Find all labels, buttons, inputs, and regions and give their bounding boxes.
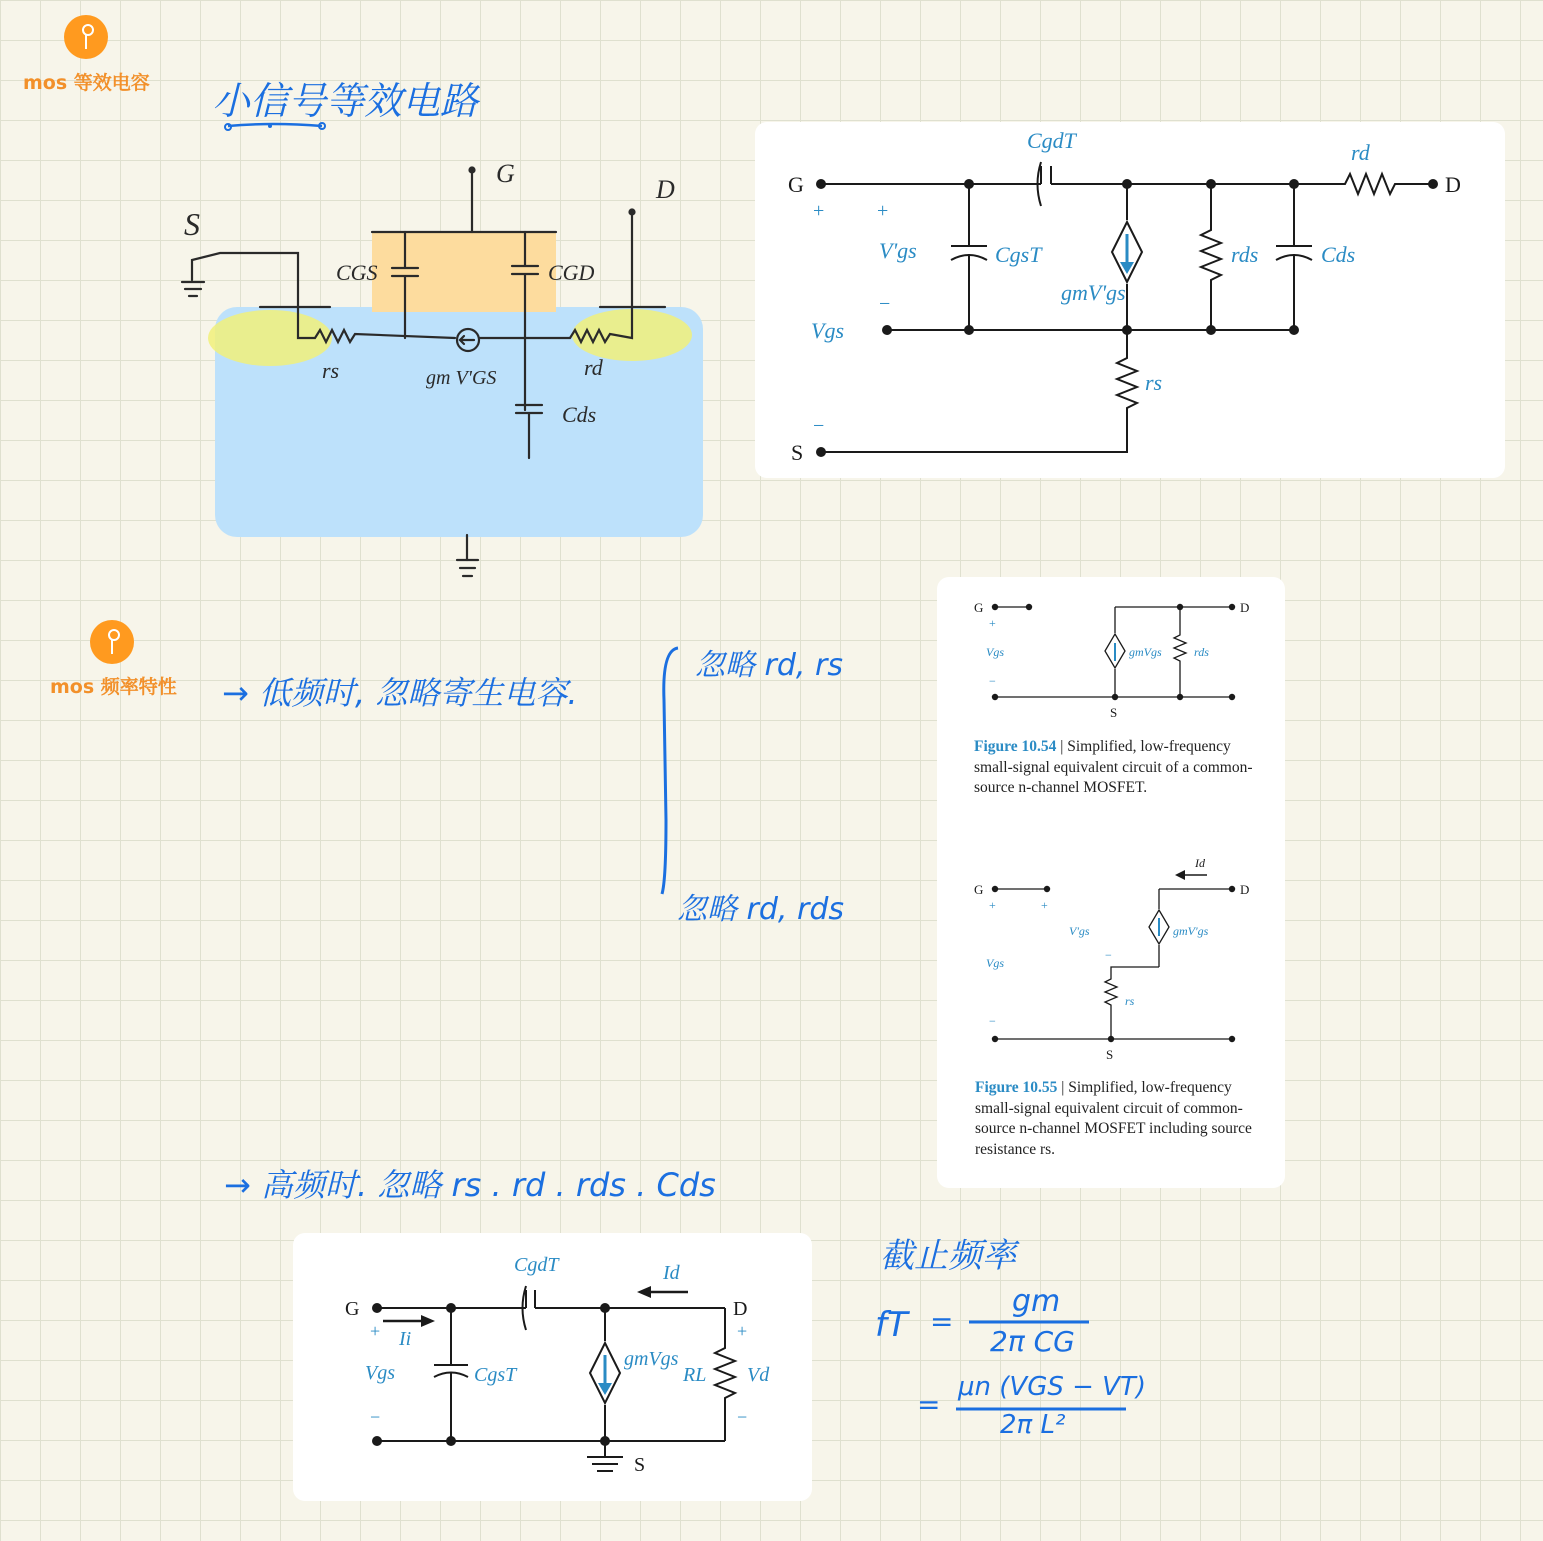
sketch-label-g: G (496, 159, 515, 188)
main-label-rd: rd (1351, 140, 1370, 165)
sketch-label-cds: Cds (562, 402, 597, 427)
main-label-g: G (788, 172, 804, 197)
fig54-label-g: G (974, 600, 984, 615)
main-plus-inner: + (877, 200, 889, 222)
sketch-label-rd: rd (584, 355, 603, 380)
figure-55-caption-text: | Simplified, low-frequency small-signal equivalent circuit of common-source n-channel MOSFET including source resistance rs. (975, 1079, 1252, 1158)
main-circuit-diagram (755, 122, 1505, 478)
formula-den-1: 2π CG (990, 1325, 1075, 1358)
formula-eq-1: = (930, 1305, 954, 1338)
figure-54-caption (974, 737, 1264, 799)
hf-label-rl: RL (683, 1364, 707, 1386)
fig55-label-gm: gmV'gs (1173, 924, 1209, 938)
main-label-cgst: CgsT (995, 242, 1042, 267)
hf-label-d: D (733, 1298, 748, 1320)
sketch-label-cgs: CGS (336, 260, 378, 285)
main-label-rds: rds (1231, 242, 1259, 267)
location-pin-icon[interactable] (64, 15, 108, 59)
hf-label-id: Id (663, 1262, 680, 1284)
marker-label-frequency[interactable]: mos 频率特性 (50, 676, 177, 698)
sketch-label-cgd: CGD (548, 260, 595, 285)
fig54-label-d: D (1240, 600, 1250, 615)
hf-circuit-card (293, 1233, 812, 1501)
high-frequency-note: → 高频时. 忽略 rs . rd . rds . Cds (224, 1166, 716, 1204)
hf-plus-left: + (370, 1321, 381, 1341)
figure-54-number: Figure 10.54 (974, 738, 1057, 755)
hf-circuit-diagram (293, 1233, 812, 1501)
hf-label-g: G (345, 1298, 360, 1320)
main-label-vgs: Vgs (811, 318, 844, 343)
sketch-label-rs: rs (322, 358, 340, 383)
fig55-label-s: S (1106, 1047, 1114, 1062)
hf-label-ii: Ii (399, 1328, 412, 1350)
cutoff-title: 截止频率 (880, 1236, 1016, 1276)
sketch-label-d: D (656, 175, 675, 204)
formula-eq-2: = (917, 1388, 941, 1421)
hf-label-cgdt: CgdT (514, 1254, 559, 1276)
main-minus-outer: − (813, 415, 825, 437)
fig55-label-d: D (1240, 882, 1250, 897)
fig55-plus-outer: + (989, 898, 996, 912)
hf-label-vd: Vd (747, 1364, 770, 1386)
fig54-label-gm: gmVgs (1129, 645, 1162, 659)
formula-num-2: μn (VGS − VT) (958, 1372, 1146, 1402)
figure-55-caption (975, 1078, 1265, 1160)
title-underline (222, 118, 332, 134)
hf-label-vgs: Vgs (365, 1362, 395, 1384)
fig54-label-s: S (1110, 705, 1118, 720)
low-frequency-note: → 低频时, 忽略寄生电容. (222, 674, 578, 712)
mosfet-sketch (170, 150, 730, 590)
fig54-plus: + (989, 616, 996, 630)
fig55-label-vgs: Vgs (986, 956, 1004, 970)
branch-note-2: 忽略 rd, rds (677, 892, 844, 927)
fig55-label-id: Id (1195, 856, 1205, 870)
textbook-figures-card (937, 577, 1285, 1188)
hf-plus-right: + (737, 1321, 748, 1341)
formula-den-2: 2π L² (1000, 1410, 1066, 1440)
hf-label-cgst: CgsT (474, 1364, 517, 1386)
fig55-label-g: G (974, 882, 984, 897)
main-circuit-card (755, 122, 1505, 478)
hf-label-s: S (634, 1454, 646, 1476)
fig54-minus: − (989, 674, 996, 688)
figure-54-diagram (937, 577, 1285, 727)
main-label-cgdt: CgdT (1027, 128, 1076, 153)
location-pin-icon[interactable] (90, 620, 134, 664)
sketch-label-gm: gm V'GS (426, 367, 497, 389)
main-label-s: S (791, 440, 804, 465)
notes-title: 小信号等效电路 (212, 79, 479, 123)
figure-55-diagram (937, 847, 1285, 1062)
fig54-label-rds: rds (1194, 645, 1209, 659)
fig55-minus-outer: − (989, 1014, 996, 1028)
fig55-plus-inner: + (1041, 898, 1048, 912)
fig55-minus-inner: − (1105, 948, 1112, 962)
fig55-label-rs: rs (1125, 994, 1135, 1008)
main-minus-inner: − (879, 293, 891, 315)
gate-oxide-region (372, 232, 556, 312)
brace-symbol (652, 640, 682, 902)
figure-55-number: Figure 10.55 (975, 1079, 1058, 1096)
main-label-cds: Cds (1321, 242, 1356, 267)
hf-label-gm: gmVgs (624, 1348, 679, 1370)
sketch-label-s: S (184, 206, 200, 242)
fig54-label-vgs: Vgs (986, 645, 1004, 659)
figure-54-caption-text: | Simplified, low-frequency small-signal equivalent circuit of a common-source n-channel MOSFET. (974, 738, 1253, 796)
fig55-label-vgs-prime: V'gs (1069, 924, 1090, 938)
main-plus-outer: + (813, 200, 825, 222)
branch-note-1: 忽略 rd, rs (695, 648, 843, 683)
marker-label-capacitance[interactable]: mos 等效电容 (23, 72, 150, 94)
main-label-vgs-prime: V'gs (879, 238, 917, 263)
formula-num-1: gm (1012, 1284, 1061, 1319)
hf-minus-left: − (370, 1407, 381, 1427)
main-label-d: D (1445, 172, 1461, 197)
formula-lhs: fT (875, 1305, 908, 1345)
main-label-rs: rs (1145, 370, 1163, 395)
main-label-gm: gmV'gs (1061, 280, 1126, 305)
hf-minus-right: − (737, 1407, 748, 1427)
